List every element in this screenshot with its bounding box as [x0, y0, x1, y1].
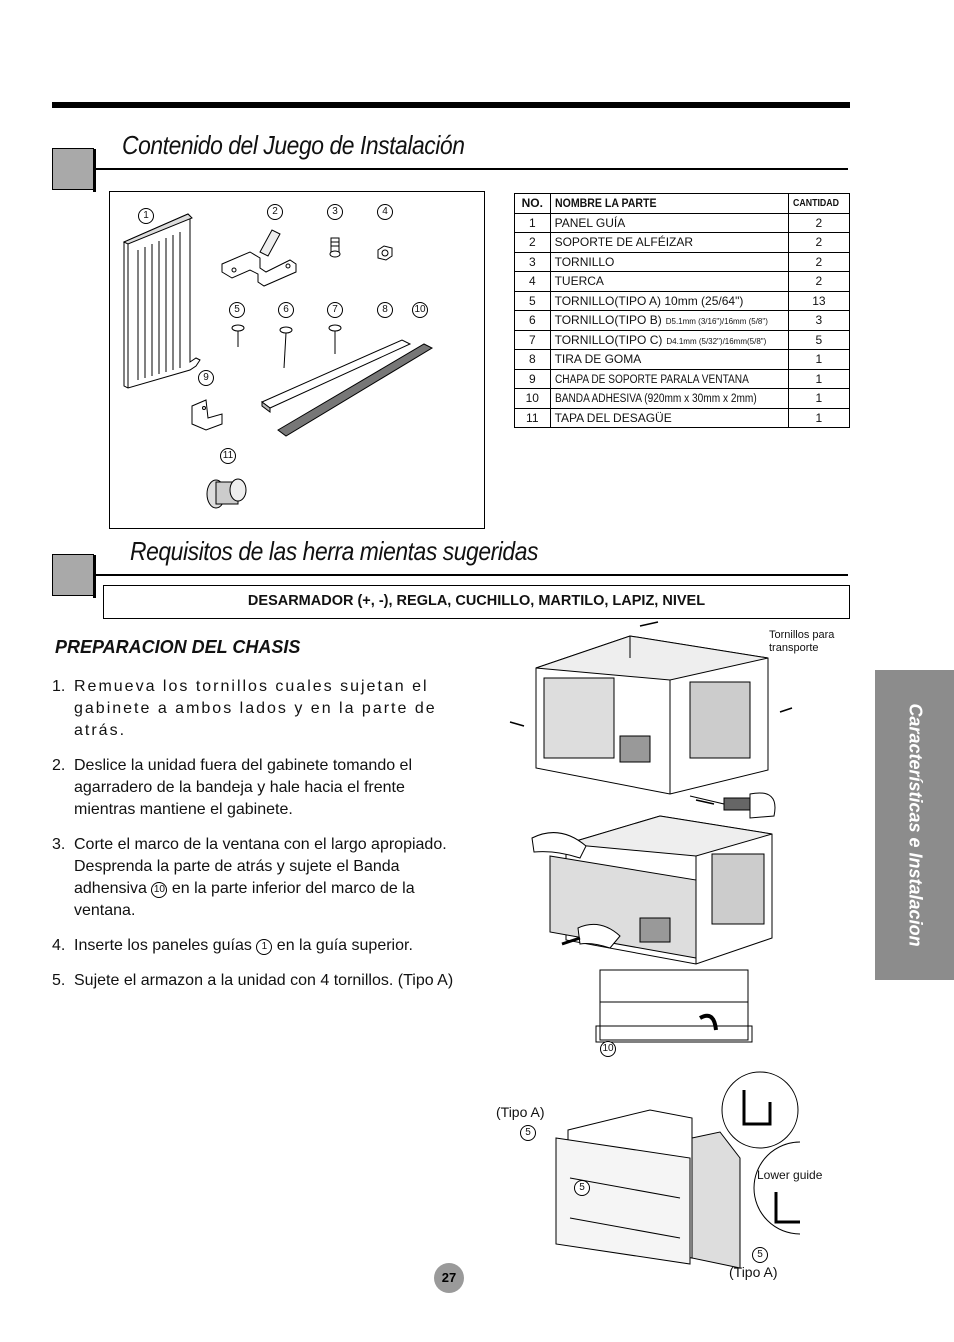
cell-name: SOPORTE DE ALFÉIZAR	[550, 233, 788, 253]
cell-name: TAPA DEL DESAGÜE	[550, 408, 788, 428]
screw-marker: 5	[752, 1247, 768, 1263]
step-number: 4.	[52, 937, 66, 954]
prep-title: PREPARACION DEL CHASIS	[55, 637, 301, 657]
cell-no: 3	[515, 252, 551, 272]
cell-qty: 2	[788, 272, 849, 292]
cell-no: 4	[515, 272, 551, 292]
cell-name: PANEL GUÍA	[550, 213, 788, 233]
step-text: Inserte los paneles guías 1 en la guía superior.	[74, 937, 413, 954]
step-text: Sujete el armazon a la unidad con 4 tornillos. (Tipo A)	[74, 972, 454, 989]
parts-figure	[109, 191, 485, 529]
prep-step	[52, 834, 457, 922]
screw-drawing	[330, 238, 340, 257]
cell-qty: 1	[788, 408, 849, 428]
sill-bracket-drawing	[222, 230, 296, 286]
cell-qty: 1	[788, 389, 849, 409]
part-marker: 6	[278, 302, 294, 318]
window-plate-drawing	[192, 400, 222, 430]
cell-qty: 13	[788, 291, 849, 311]
step-number: 1.	[52, 678, 66, 695]
cell-name: TORNILLO(TIPO C) D4.1mm (5/32")/16mm(5/8")	[550, 330, 788, 350]
table-row	[515, 389, 850, 409]
tools-box	[103, 585, 850, 619]
part-marker: 7	[327, 302, 343, 318]
table-row	[515, 311, 850, 331]
cell-name: CHAPA DE SOPORTE PARALA VENTANA	[550, 369, 788, 389]
part-ref-marker: 10	[151, 882, 167, 898]
window-frame-drawing	[596, 970, 752, 1042]
part-marker: 5	[229, 302, 245, 318]
prep-step	[52, 935, 457, 957]
part-marker: 1	[138, 208, 154, 224]
page-number: 27	[434, 1263, 464, 1293]
top-rule	[52, 102, 850, 108]
col-header-no: NO.	[515, 194, 551, 214]
part-marker: 3	[327, 204, 343, 220]
table-row	[515, 272, 850, 292]
cell-name: TORNILLO(TIPO A) 10mm (25/64")	[550, 291, 788, 311]
tools-list: DESARMADOR (+, -), REGLA, CUCHILLO, MARTILO, LAPIZ, NIVEL	[247, 593, 706, 609]
table-row	[515, 233, 850, 253]
transport-screws-label: Tornillos para	[769, 629, 835, 641]
table-row	[515, 350, 850, 370]
cell-no: 10	[515, 389, 551, 409]
cell-qty: 5	[788, 330, 849, 350]
cell-qty: 3	[788, 311, 849, 331]
cell-no: 5	[515, 291, 551, 311]
section-title-tools: Requisitos de las herra mientas sugeridas	[130, 536, 539, 566]
section-rule	[95, 168, 848, 170]
transport-screws-label-2: transporte	[769, 642, 819, 654]
prep-step	[52, 676, 457, 742]
tipo-a-label-top: (Tipo A)	[496, 1104, 545, 1120]
ac-unit-drawing-1	[536, 636, 768, 794]
parts-table	[514, 193, 850, 428]
col-header-name: NOMBRE LA PARTE	[550, 194, 788, 214]
table-row	[515, 291, 850, 311]
part-marker: 2	[267, 204, 283, 220]
cell-qty: 2	[788, 252, 849, 272]
step-text: Remueva los tornillos cuales sujetan el gabinete a ambos lados y en la parte de atrás.	[74, 678, 437, 739]
cell-no: 1	[515, 213, 551, 233]
cell-no: 9	[515, 369, 551, 389]
nut-drawing	[378, 246, 392, 260]
table-row	[515, 408, 850, 428]
section-marker	[52, 554, 94, 596]
installation-illustrations	[500, 618, 800, 1298]
table-header-row	[515, 194, 850, 214]
parts-drawing	[110, 192, 484, 528]
section-marker	[52, 148, 94, 190]
cell-name: TORNILLO(TIPO B) D5.1mm (3/16")/16mm (5/8")	[550, 311, 788, 331]
cell-qty: 1	[788, 369, 849, 389]
cell-qty: 1	[788, 350, 849, 370]
cell-qty: 2	[788, 233, 849, 253]
step-text: Corte el marco de la ventana con el largo apropiado. Desprenda la parte de atrás y sujete el Banda adhensiva 10 en la parte inferior del marco de la ventana.	[74, 836, 447, 919]
screwdriver-drawing	[690, 793, 775, 818]
step-text: Deslice la unidad fuera del gabinete tomando el agarradero de la bandeja y hale hacia el frente mientras mantiene el gabinete.	[74, 757, 413, 818]
cell-no: 2	[515, 233, 551, 253]
cell-no: 6	[515, 311, 551, 331]
cell-no: 7	[515, 330, 551, 350]
guide-panel-drawing	[124, 214, 200, 388]
table-row	[515, 369, 850, 389]
prep-step	[52, 970, 457, 992]
window-marker: 10	[600, 1041, 616, 1057]
parts-table-body	[515, 213, 850, 428]
part-marker: 11	[220, 448, 236, 464]
screws-type-drawing	[232, 325, 341, 368]
cell-qty: 2	[788, 213, 849, 233]
step-number: 2.	[52, 757, 66, 774]
lower-guide-label: Lower guide	[757, 1168, 823, 1182]
prep-steps	[52, 676, 457, 1005]
part-marker: 4	[377, 204, 393, 220]
side-tab	[875, 670, 954, 980]
tipo-a-label-bottom: (Tipo A)	[729, 1264, 778, 1280]
part-marker: 10	[412, 302, 428, 318]
step-number: 3.	[52, 836, 66, 853]
cell-note: D5.1mm (3/16")/16mm (5/8")	[665, 317, 768, 327]
cell-no: 11	[515, 408, 551, 428]
screw-marker: 5	[574, 1180, 590, 1196]
cell-name: TUERCA	[550, 272, 788, 292]
section-title-installation-kit: Contenido del Juego de Instalación	[122, 130, 465, 160]
cell-name: BANDA ADHESIVA (920mm x 30mm x 2mm)	[550, 389, 788, 409]
prep-step	[52, 755, 457, 821]
part-marker: 9	[198, 370, 214, 386]
cell-note: D4.1mm (5/32")/16mm(5/8")	[666, 336, 767, 346]
step-number: 5.	[52, 972, 66, 989]
cell-name: TIRA DE GOMA	[550, 350, 788, 370]
col-header-qty: CANTIDAD	[788, 194, 849, 214]
part-marker: 8	[377, 302, 393, 318]
part-ref-marker: 1	[256, 939, 272, 955]
drain-cap-drawing	[207, 479, 246, 508]
side-tab-label: Características e Instalacion	[905, 703, 925, 947]
cell-name: TORNILLO	[550, 252, 788, 272]
section-rule	[95, 574, 848, 576]
cell-no: 8	[515, 350, 551, 370]
table-row	[515, 213, 850, 233]
screw-marker: 5	[520, 1125, 536, 1141]
table-row	[515, 252, 850, 272]
table-row	[515, 330, 850, 350]
